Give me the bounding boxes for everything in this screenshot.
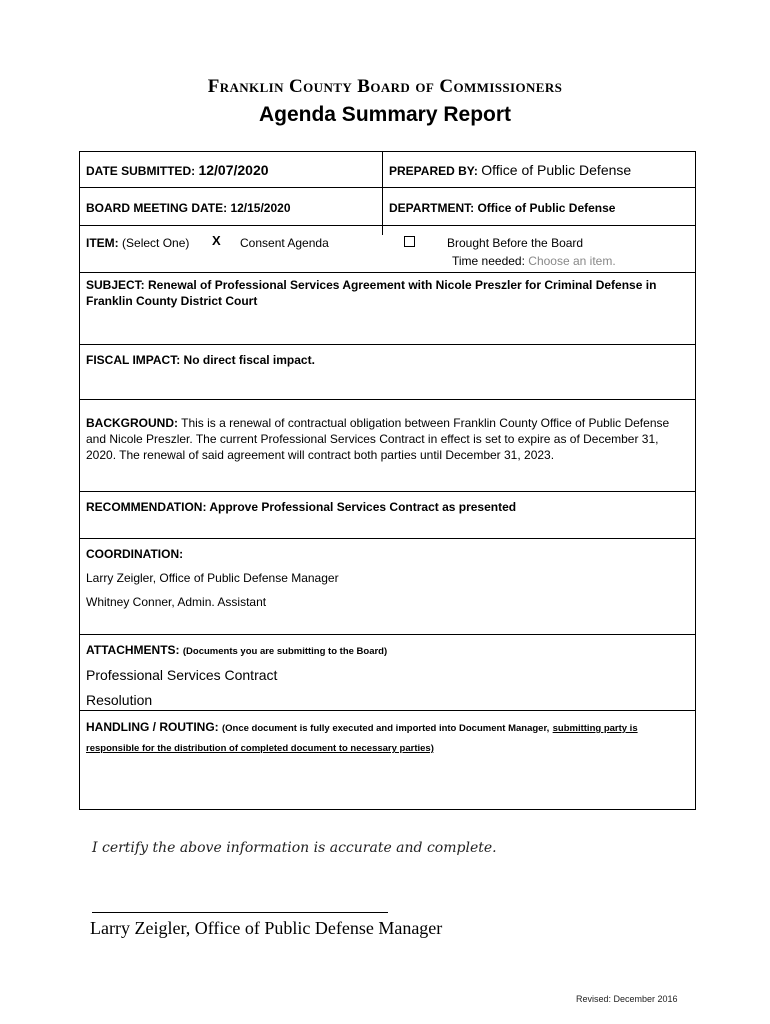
- background-text: This is a renewal of contractual obligation between Franklin County Office of Public Defense and Nicole Preszler. The current Professional Services Contract in effect is set to expire as of December 31, 2020. The renewal of said agreement will contract both parties until December 31, 2023.: [86, 416, 670, 462]
- date-submitted-label: DATE SUBMITTED:: [86, 164, 196, 178]
- coordination-label: COORDINATION:: [86, 547, 184, 561]
- handling-routing: [86, 718, 690, 758]
- department[interactable]: DEPARTMENT: Office of Public Defense: [389, 201, 616, 215]
- background-label: BACKGROUND:: [86, 416, 178, 430]
- fiscal-impact: FISCAL IMPACT: No direct fiscal impact.: [86, 353, 315, 367]
- agenda-form: [79, 151, 696, 810]
- handling-note-underlined: submitting party is responsible for the distribution of completed document to necessary parties): [86, 723, 638, 754]
- subject: SUBJECT: Renewal of Professional Services Agreement with Nicole Preszler for Criminal Defense in Franklin County District Court: [86, 278, 657, 308]
- recommendation: RECOMMENDATION: Approve Professional Services Contract as presented: [86, 500, 517, 514]
- attachments-note: (Documents you are submitting to the Board): [182, 646, 388, 657]
- handling-label: HANDLING / ROUTING:: [86, 720, 219, 734]
- time-needed-dropdown[interactable]: Choose an item.: [528, 254, 616, 268]
- row-divider: [80, 225, 695, 226]
- signer-name: Larry Zeigler, Office of Public Defense Manager: [90, 918, 443, 938]
- prepared-by: [389, 162, 631, 179]
- attachment-item: Resolution: [86, 692, 153, 708]
- row-divider: [80, 710, 695, 711]
- revised-date: Revised: December 2016: [576, 994, 678, 1004]
- consent-agenda-checkmark[interactable]: X: [212, 233, 221, 248]
- certification-statement: I certify the above information is accurate and complete.: [92, 840, 497, 856]
- handling-note: (Once document is fully executed and imported into Document Manager,: [222, 723, 550, 734]
- board-title: Franklin County Board of Commissioners: [207, 76, 563, 97]
- row-divider: [80, 538, 695, 539]
- prepared-by-label: PREPARED BY:: [389, 164, 478, 178]
- row-divider: [80, 399, 695, 400]
- row-divider: [80, 634, 695, 635]
- brought-before-board-checkbox[interactable]: [404, 236, 415, 247]
- time-needed-label: Time needed:: [452, 254, 525, 268]
- coordination-person: Larry Zeigler, Office of Public Defense Manager: [86, 571, 339, 585]
- brought-before-board-label: Brought Before the Board: [447, 236, 584, 250]
- attachment-item: Professional Services Contract: [86, 667, 278, 683]
- date-submitted: [86, 162, 269, 179]
- item-select: [86, 235, 189, 251]
- background: [86, 415, 690, 463]
- date-submitted-value[interactable]: 12/07/2020: [198, 162, 269, 178]
- column-divider: [382, 152, 383, 235]
- item-label: ITEM:: [86, 236, 119, 250]
- attachments-header: [86, 642, 387, 660]
- row-divider: [80, 272, 695, 273]
- time-needed: [452, 253, 616, 269]
- coordination-person: Whitney Conner, Admin. Assistant: [86, 595, 267, 609]
- row-divider: [80, 344, 695, 345]
- consent-agenda-label: Consent Agenda: [240, 236, 329, 250]
- row-divider: [80, 187, 695, 188]
- signature-line[interactable]: [92, 912, 388, 913]
- board-meeting-date[interactable]: BOARD MEETING DATE: 12/15/2020: [86, 201, 291, 215]
- prepared-by-value[interactable]: Office of Public Defense: [481, 162, 632, 178]
- attachments-label: ATTACHMENTS:: [86, 643, 180, 657]
- row-divider: [80, 491, 695, 492]
- report-title: Agenda Summary Report: [258, 103, 512, 126]
- item-select-hint: (Select One): [122, 236, 190, 250]
